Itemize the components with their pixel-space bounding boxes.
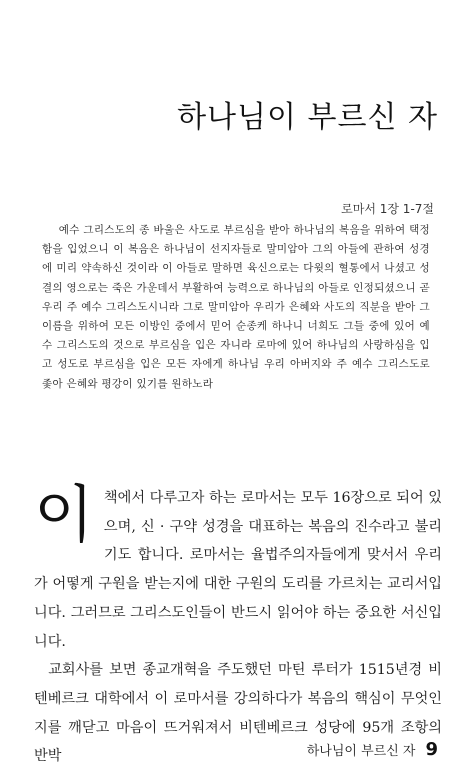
page-number: 9 <box>425 739 438 760</box>
drop-cap: 이 <box>34 478 94 551</box>
scripture-passage: 예수 그리스도의 종 바울은 사도로 부르심을 받아 하나님의 복음을 위하여 택정함을 입었으니 이 복음은 하나님이 선지자들로 말미암아 그의 아들에 관하여 성경에 미리 약속하신 것이라 이 아들로 말하면 육신으로는 다윗의 혈통에서 나셨고 성결의 영으로는 죽은 가운데서 부활하여 능력으로 하나님의 아들로 인정되셨으니 곧 우리 주 예수 그리스도시니라 그로 말미암아 우리가 은혜와 사도의 직분을 받아 그 이름을 위하여 모든 이방인 중에서 믿어 순종케 하나니 너희도 그들 중에 있어 예수 그리스도의 것으로 부르심을 입은 자니라 로마에 있어 하나님의 사랑하심을 입고 성도로 부르심을 입은 모든 자에게 하나님 우리 아버지와 주 예수 그리스도로 좇아 은혜와 평강이 있기를 원하노라 <box>42 224 430 390</box>
running-footer <box>307 739 438 760</box>
running-title: 하나님이 부르신 자 <box>306 744 416 759</box>
scripture-reference: 로마서 1장 1-7절 <box>341 202 434 216</box>
body-paragraph-1 <box>34 478 442 656</box>
body-paragraph-2: 교회사를 보면 종교개혁을 주도했던 마틴 루터가 1515년경 비텐베르크 대학에서 이 로마서를 강의하다가 복음의 핵심이 무엇인지를 깨닫고 마음이 뜨거워져서 비텐베르크 성당에 95개 조항의 반박 <box>34 662 442 765</box>
body-text <box>34 478 442 771</box>
paragraph-1-text: 책에서 다루고자 하는 로마서는 모두 16장으로 되어 있으며, 신 · 구약 성경을 대표하는 복음의 진수라고 불리기도 합니다. 로마서는 율법주의자들에게 맞서서 우리가 어떻게 구원을 받는지에 대한 구원의 도리를 가르치는 교리서입니다. 그러므로 그리스도인들이 반드시 읽어야 하는 중요한 서신입니다. <box>34 490 442 650</box>
chapter-title: 하나님이 부르신 자 <box>177 100 438 135</box>
